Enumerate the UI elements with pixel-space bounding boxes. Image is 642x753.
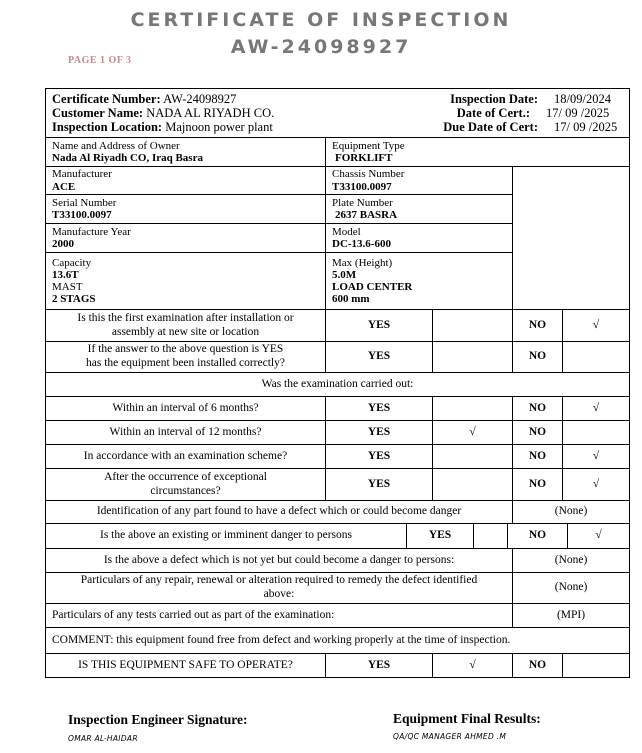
max-height-cell: [326, 253, 513, 310]
date-of-cert-value: 17/ 09 /2025: [546, 106, 610, 120]
certificate-header: [46, 89, 630, 138]
location-label: Inspection Location:: [52, 120, 163, 134]
certificate-code: AW-24098927: [230, 36, 412, 58]
max-height-label: Max (Height): [332, 256, 393, 269]
owner-cell: [46, 138, 326, 167]
cert-number-value: AW-24098927: [163, 92, 237, 106]
six-months-row: [46, 397, 630, 421]
inspection-date-label: Inspection Date:: [450, 92, 538, 106]
due-date-label: Due Date of Cert:: [443, 120, 538, 134]
installed-no-mark: [563, 342, 630, 373]
carried-out-row: [46, 373, 630, 397]
safe-yes: YES: [326, 654, 433, 678]
model-value: DC-13.6-600: [332, 238, 391, 250]
exceptional-yes-mark: [433, 469, 513, 501]
scheme-question: In accordance with an examination scheme?: [46, 445, 326, 469]
first-exam-row: [46, 310, 630, 342]
existing-danger-cell: [46, 524, 630, 549]
equipment-type-cell: [326, 138, 630, 167]
blank-cell: [513, 167, 630, 310]
exceptional-yes: YES: [326, 469, 433, 501]
engineer-name: OMAR AL-HAIDAR: [68, 734, 138, 743]
exceptional-no: NO: [513, 469, 563, 501]
existing-danger-no-check: √: [595, 529, 602, 542]
certificate-title: CERTIFICATE OF INSPECTION: [130, 9, 512, 31]
capacity-value: 13.6T: [52, 268, 79, 281]
safe-no: NO: [513, 654, 563, 678]
comment-text: COMMENT: this equipment found free from defect and working properly at the time of inspection.: [46, 628, 630, 654]
first-exam-yes: YES: [326, 310, 433, 342]
capacity-label: Capacity: [52, 256, 92, 269]
equipment-row-1: [46, 138, 630, 167]
repair-question: [46, 573, 513, 604]
chassis-cell: [326, 167, 513, 195]
load-center-value: 600 mm: [332, 293, 370, 306]
installed-line-2: has the equipment been installed correctly?: [86, 357, 285, 369]
inspection-date-value: 18/09/2024: [554, 92, 611, 106]
first-exam-no: NO: [513, 310, 563, 342]
customer-label: Customer Name:: [52, 106, 144, 120]
safe-question: IS THIS EQUIPMENT SAFE TO OPERATE?: [46, 654, 326, 678]
twelve-months-yes: YES: [326, 421, 433, 445]
equipment-type-value: FORKLIFT: [335, 152, 393, 164]
comment-row: [46, 628, 630, 654]
year-label: Manufacture Year: [52, 225, 131, 238]
chassis-value: T33100.0097: [332, 180, 392, 193]
repair-line-1: Particulars of any repair, renewal or alteration required to remedy the defect identified: [80, 574, 478, 587]
location-value: Majnoon power plant: [165, 120, 273, 134]
manufacturer-value: ACE: [52, 180, 76, 193]
plate-value: 2637 BASRA: [335, 209, 398, 221]
serial-label: Serial Number: [52, 196, 117, 209]
model-cell: [326, 224, 513, 253]
not-yet-question: Is the above a defect which is not yet but could become a danger to persons:: [46, 549, 513, 573]
safe-yes-check: √: [433, 654, 513, 678]
installed-no: NO: [513, 342, 563, 373]
identification-row: [46, 501, 630, 524]
manufacturer-label: Manufacturer: [52, 168, 112, 181]
final-results-name: QA/QC MANAGER AHMED .M: [393, 732, 507, 741]
six-months-yes-mark: [433, 397, 513, 421]
twelve-months-question: Within an interval of 12 months?: [46, 421, 326, 445]
manufacturer-cell: [46, 167, 326, 195]
exceptional-question: [46, 469, 326, 501]
mast-label: MAST: [52, 281, 83, 293]
scheme-no-check: √: [563, 445, 630, 469]
max-height-value: 5.0M: [332, 268, 357, 281]
year-cell: [46, 224, 326, 253]
carried-out-heading: Was the examination carried out:: [46, 373, 630, 397]
chassis-label: Chassis Number: [332, 168, 405, 181]
tests-question: Particulars of any tests carried out as part of the examination:: [46, 604, 513, 628]
existing-danger-no: NO: [508, 524, 568, 548]
twelve-months-no: NO: [513, 421, 563, 445]
installed-line-1: If the answer to the above question is YES: [87, 343, 284, 356]
owner-label: Name and Address of Owner: [52, 139, 180, 152]
first-exam-line-1: Is this the first examination after installation or: [77, 311, 294, 324]
installed-yes-mark: [433, 342, 513, 373]
capacity-cell: [46, 253, 326, 310]
installed-row: [46, 342, 630, 373]
twelve-months-row: [46, 421, 630, 445]
installed-yes: YES: [326, 342, 433, 373]
first-exam-question: [46, 310, 326, 342]
exceptional-line-2: circumstances?: [150, 484, 221, 497]
model-label: Model: [332, 225, 361, 238]
header-row: [46, 89, 630, 138]
engineer-signature-label: Inspection Engineer Signature:: [68, 712, 248, 727]
repair-line-2: above:: [263, 588, 295, 600]
cert-number-label: Certificate Number:: [52, 92, 161, 106]
inspection-form-table: [45, 88, 630, 678]
repair-answer: (None): [513, 573, 630, 604]
installed-question: [46, 342, 326, 373]
existing-danger-row: [46, 524, 630, 549]
first-exam-line-2: assembly at new site or location: [111, 325, 260, 338]
not-yet-answer: (None): [513, 549, 630, 573]
existing-danger-yes-mark: [474, 524, 508, 548]
owner-value: Nada Al Riyadh CO, Iraq Basra: [52, 152, 203, 164]
twelve-months-no-mark: [563, 421, 630, 445]
existing-danger-yes: YES: [407, 524, 474, 548]
scheme-yes-mark: [433, 445, 513, 469]
due-date-value: 17/ 09 /2025: [554, 120, 618, 134]
identification-answer: (None): [513, 501, 630, 524]
scheme-row: [46, 445, 630, 469]
year-value: 2000: [52, 238, 74, 250]
exceptional-line-1: After the occurrence of exceptional: [104, 470, 267, 483]
exceptional-row: [46, 469, 630, 501]
scheme-yes: YES: [326, 445, 433, 469]
not-yet-row: [46, 549, 630, 573]
identification-question: Identification of any part found to have a defect which or could become danger: [46, 501, 513, 524]
plate-label: Plate Number: [332, 196, 393, 209]
serial-cell: [46, 195, 326, 224]
tests-answer: (MPI): [513, 604, 630, 628]
six-months-yes: YES: [326, 397, 433, 421]
safe-no-mark: [563, 654, 630, 678]
existing-danger-question: Is the above an existing or imminent danger to persons: [46, 524, 407, 548]
six-months-no-check: √: [563, 397, 630, 421]
first-exam-no-check: √: [563, 310, 630, 342]
customer-value: NADA AL RIYADH CO.: [146, 106, 275, 120]
load-center-label: LOAD CENTER: [332, 281, 413, 293]
mast-value: 2 STAGS: [52, 293, 96, 306]
plate-cell: [326, 195, 513, 224]
first-exam-yes-mark: [433, 310, 513, 342]
page-label: PAGE 1 OF 3: [68, 55, 132, 66]
equipment-type-label: Equipment Type: [332, 139, 405, 152]
safe-row: [46, 654, 630, 678]
six-months-question: Within an interval of 6 months?: [46, 397, 326, 421]
tests-row: [46, 604, 630, 628]
twelve-months-yes-check: √: [433, 421, 513, 445]
six-months-no: NO: [513, 397, 563, 421]
repair-row: [46, 573, 630, 604]
date-of-cert-label: Date of Cert.:: [456, 106, 530, 120]
exceptional-no-check: √: [563, 469, 630, 501]
equipment-row-2: [46, 167, 630, 195]
scheme-no: NO: [513, 445, 563, 469]
serial-value: T33100.0097: [52, 209, 112, 221]
final-results-label: Equipment Final Results:: [393, 711, 541, 726]
